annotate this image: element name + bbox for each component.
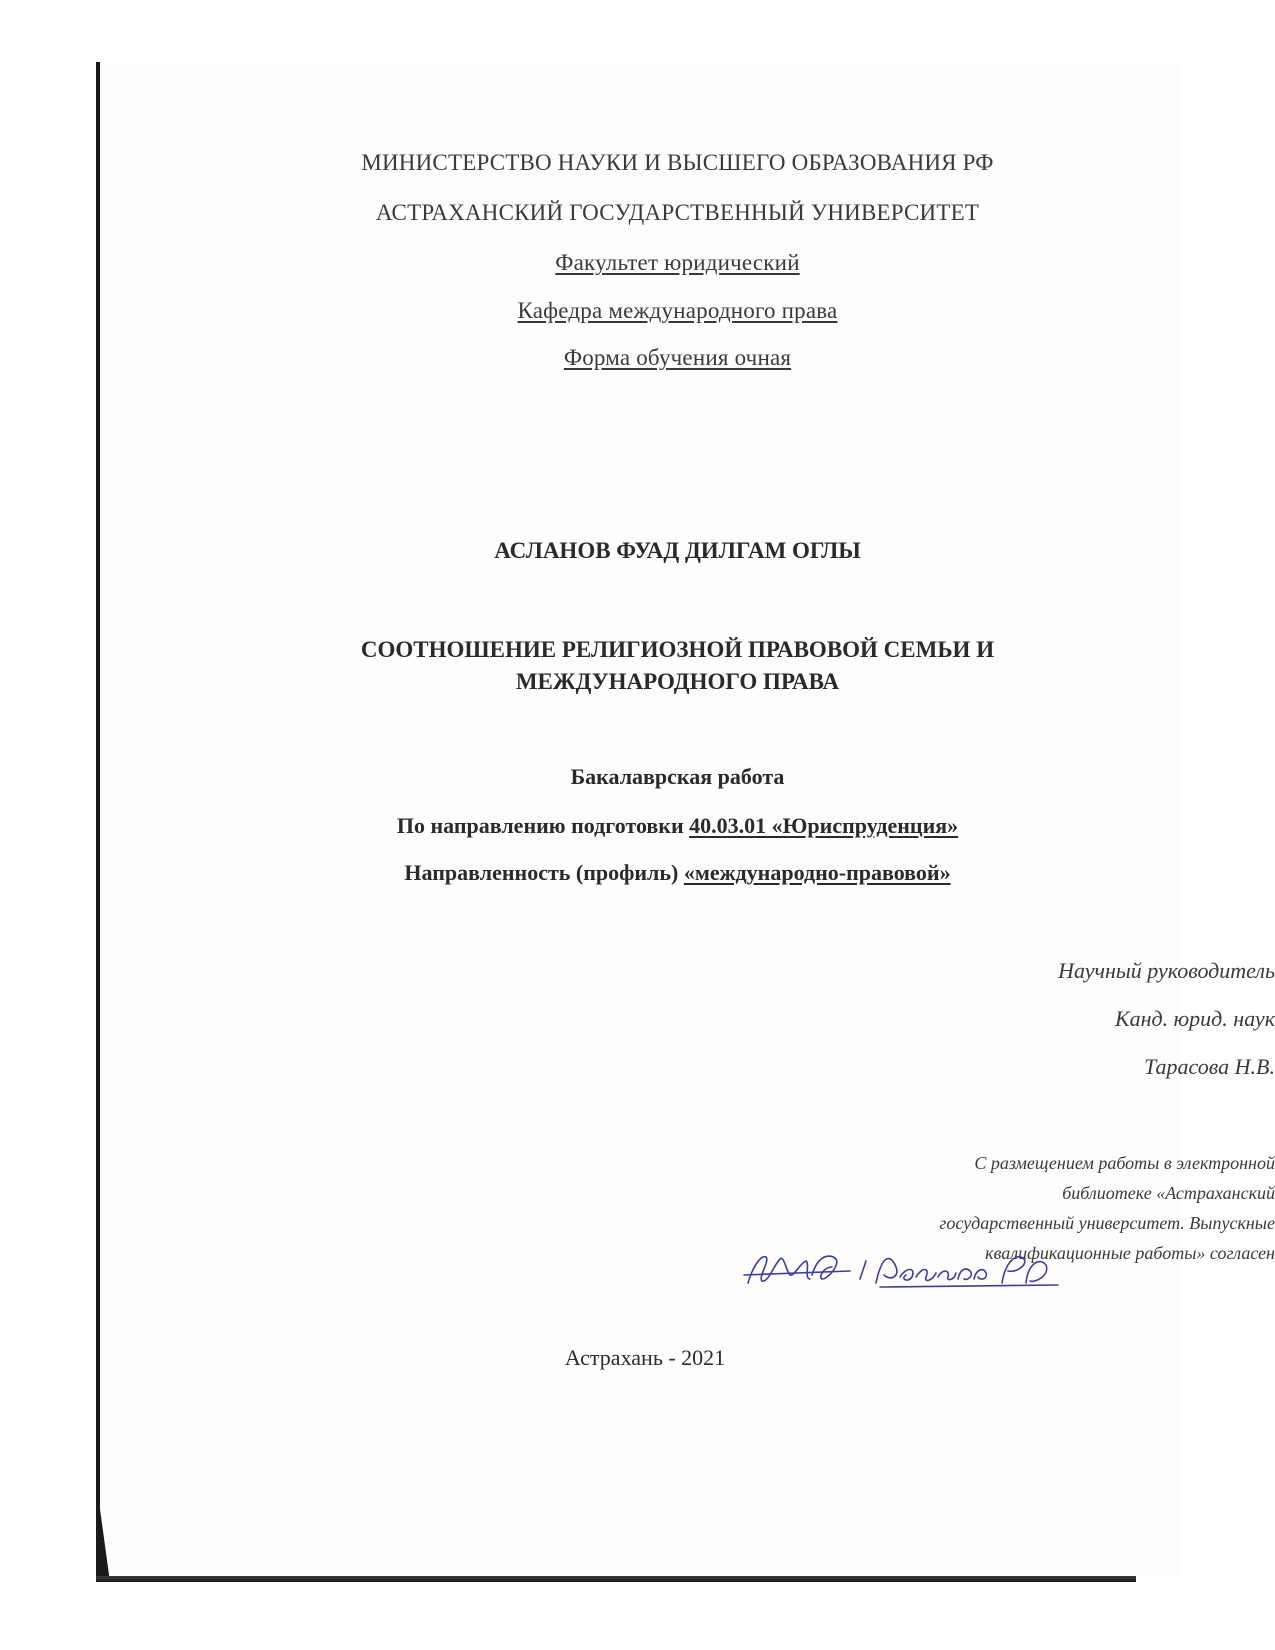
faculty-text: Факультет юридический	[555, 250, 800, 275]
city-year: Астрахань - 2021	[564, 1345, 726, 1370]
consent-line-3: государственный университет. Выпускные	[939, 1213, 1275, 1233]
author-name: АСЛАНОВ ФУАД ДИЛГАМ ОГЛЫ	[494, 538, 861, 563]
direction-prefix: По направлению подготовки	[396, 813, 684, 838]
study-form-line	[0, 345, 1275, 371]
direction-line	[0, 813, 1275, 839]
thesis-title-line-1: СООТНОШЕНИЕ РЕЛИГИОЗНОЙ ПРАВОВОЙ СЕМЬИ И	[360, 637, 995, 662]
consent-line-4: квалификационные работы» согласен	[985, 1243, 1275, 1263]
supervisor-role: Научный руководитель	[1058, 958, 1275, 983]
department-line	[0, 298, 1275, 324]
faculty-line	[0, 250, 1275, 276]
scan-edge-bottom	[96, 1576, 1136, 1582]
profile-prefix: Направленность (профиль)	[404, 860, 679, 885]
direction-value: 40.03.01 «Юриспруденция»	[689, 813, 959, 838]
consent-line-2: библиотеке «Астраханский	[1062, 1183, 1275, 1203]
profile-line	[0, 860, 1275, 886]
supervisor-name: Тарасова Н.В.	[1144, 1054, 1275, 1079]
ministry-line: МИНИСТЕРСТВО НАУКИ И ВЫСШЕГО ОБРАЗОВАНИЯ РФ	[361, 150, 994, 175]
thesis-title-line-2: МЕЖДУНАРОДНОГО ПРАВА	[515, 669, 840, 694]
handwritten-signature	[740, 1245, 1060, 1295]
university-line: АСТРАХАНСКИЙ ГОСУДАРСТВЕННЫЙ УНИВЕРСИТЕТ	[375, 200, 980, 225]
work-type: Бакалаврская работа	[570, 764, 785, 789]
profile-value: «международно-правовой»	[683, 860, 951, 885]
consent-line-1: С размещением работы в электронной	[974, 1153, 1275, 1173]
scan-edge-corner	[96, 1480, 110, 1582]
study-form-text: Форма обучения очная	[563, 345, 792, 370]
supervisor-degree: Канд. юрид. наук	[1115, 1006, 1275, 1031]
department-text: Кафедра международного права	[517, 298, 838, 323]
